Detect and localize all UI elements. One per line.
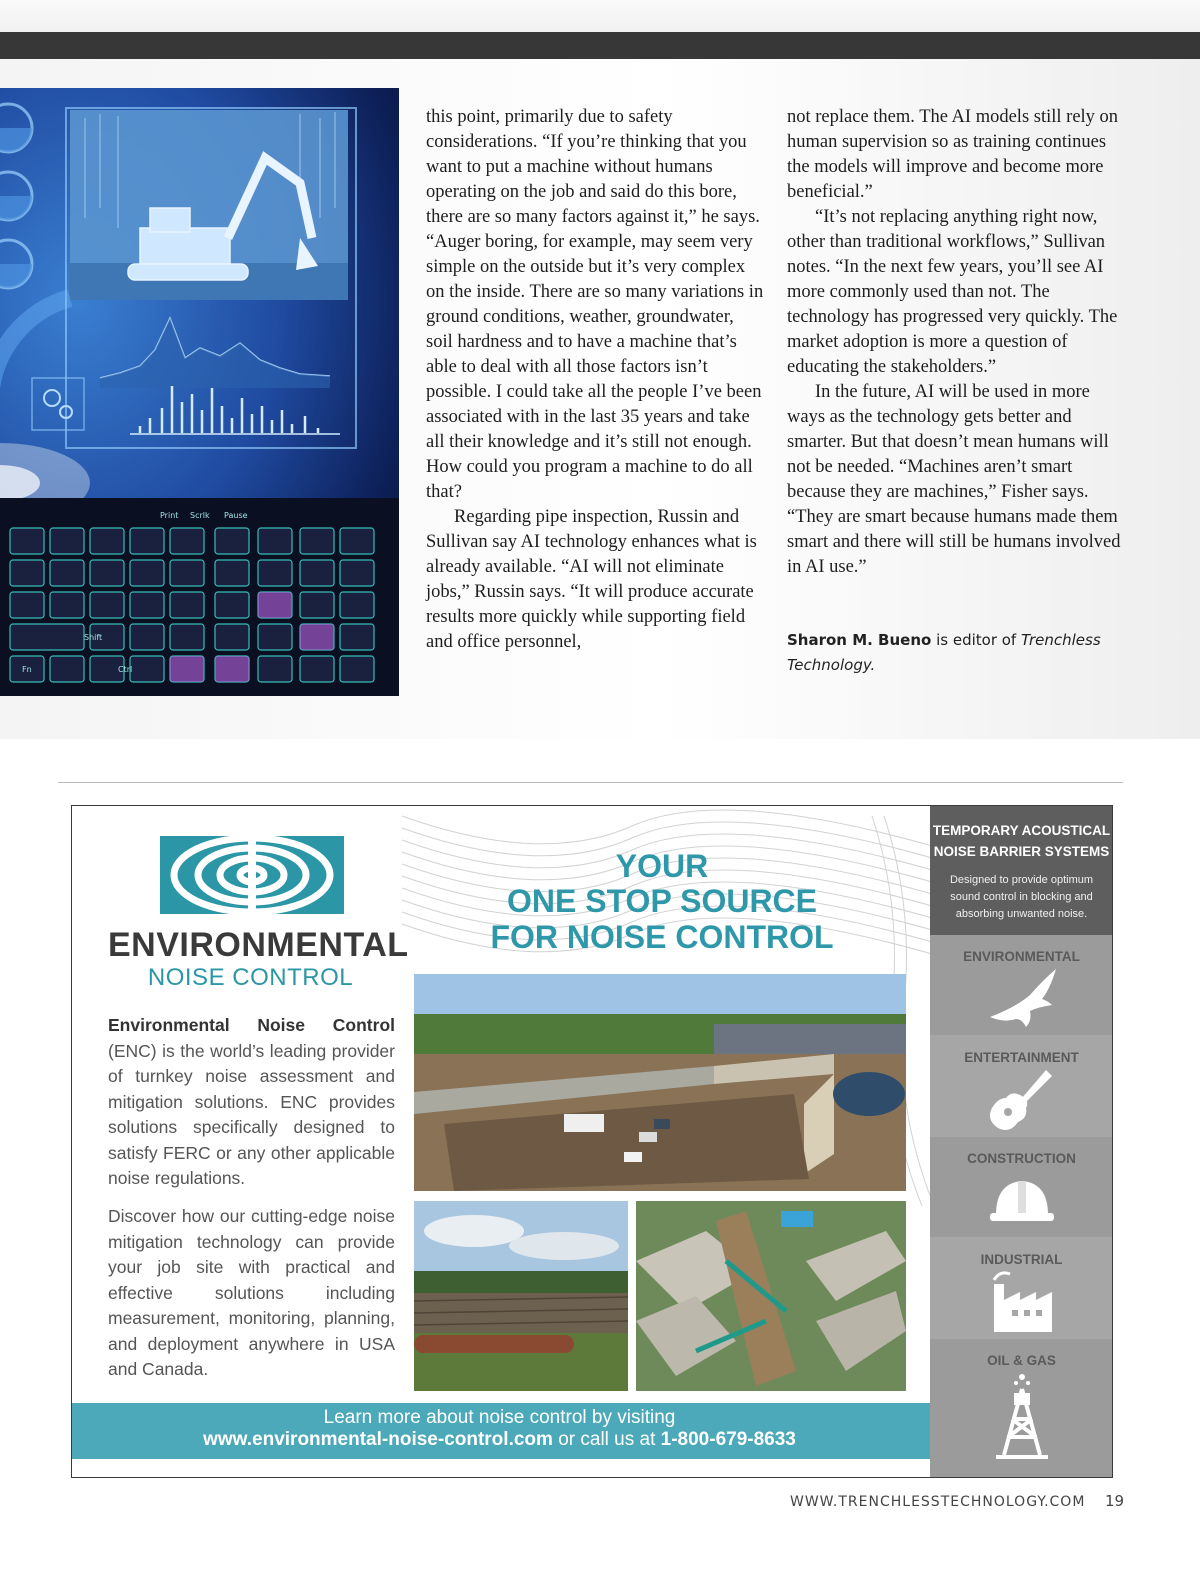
footer-website: WWW.TRENCHLESSTECHNOLOGY.COM [790, 1494, 1086, 1510]
key-label-scrlk: Scrlk [190, 511, 210, 520]
sector-label: ENTERTAINMENT [964, 1050, 1079, 1065]
cta-contact [72, 1429, 927, 1451]
ad-description-text: (ENC) is the world’s leading provider of turnkey noise assessment and mitigation solutions. ENC provides solutions specifically designed to satisfy FERC or any other applicable noise regulations. [108, 1040, 395, 1188]
sector-label: OIL & GAS [987, 1353, 1056, 1368]
article-column-left [426, 105, 764, 655]
ad-description-secondary: Discover how our cutting-edge noise mitigation technology can provide your job site with practical and effective solutions including measurement, monitoring, planning, and deployment anywhere in USA and Canada. [108, 1206, 395, 1379]
advertisement [71, 805, 1113, 1478]
article-paragraph: In the future, AI will be used in more ways as the technology gets better and smarter. But that doesn’t mean humans will not be needed. “Machines aren’t smart because they are machines,” Fisher says. “They are smart because humans made them smart and there will still be humans involved in AI use.” [787, 382, 1121, 577]
sector-label: INDUSTRIAL [980, 1252, 1063, 1267]
ad-company-name: Environmental Noise Control [108, 1015, 395, 1035]
sector-construction [930, 1137, 1113, 1237]
ad-headline-line: ONE STOP SOURCE [507, 883, 817, 919]
header-bar [0, 32, 1200, 59]
author-name: Sharon M. Bueno [787, 631, 932, 649]
sector-oil-gas [930, 1339, 1113, 1478]
pipe-fence-photo [414, 1201, 628, 1391]
ad-headline-line: YOUR [615, 848, 709, 884]
cta-text: Learn more about noise control by visiting [323, 1407, 676, 1428]
guitar-icon [986, 1068, 1058, 1132]
section-divider [58, 782, 1123, 783]
sidebar-header [930, 806, 1113, 935]
sector-label: ENVIRONMENTAL [963, 949, 1080, 964]
key-label-pause: Pause [224, 511, 248, 520]
hardhat-icon [986, 1169, 1058, 1233]
article-paragraph: Regarding pipe inspection, Russin and Sullivan say AI technology enhances what is already available. “AI will not eliminate jobs,” Russin says. “It will produce accurate results more quickly while supporting field and office personnel, [426, 507, 757, 652]
brand-subtitle: NOISE CONTROL [147, 964, 354, 991]
ad-description [108, 1013, 395, 1192]
key-label-fn: Fn [22, 665, 32, 674]
sector-label: CONSTRUCTION [967, 1151, 1076, 1166]
top-margin [0, 0, 1200, 32]
oil-derrick-icon [986, 1371, 1058, 1461]
sector-entertainment [930, 1036, 1113, 1136]
eagle-icon [986, 967, 1058, 1031]
sector-sidebar [930, 806, 1113, 1478]
article-column-right [787, 105, 1127, 580]
ad-headline-line: FOR NOISE CONTROL [490, 919, 834, 955]
barrier-site-photo [414, 974, 906, 1191]
article-paragraph: “It’s not replacing anything right now, other than traditional workflows,” Sullivan notes. “In the next few years, you’ll see AI more commonly used than not. The technology has progressed very quickly. The market adoption is more a question of educating the stakeholders.” [787, 207, 1118, 377]
hero-illustration [0, 88, 399, 696]
sector-environmental [930, 935, 1113, 1035]
page-number: 19 [1105, 1492, 1125, 1510]
sidebar-title: NOISE BARRIER SYSTEMS [933, 844, 1110, 859]
brand-name: ENVIRONMENTAL [108, 926, 409, 964]
sidebar-description: Designed to provide optimum sound control in blocking and absorbing unwanted noise. [949, 874, 1094, 920]
apartment-site-photo [636, 1201, 906, 1391]
hero-image [0, 88, 399, 696]
article-paragraph: not replace them. The AI models still rely on human supervision so as training continues the models will improve and become more beneficial.” [787, 107, 1119, 202]
publication-name: Trenchless Technology. [787, 631, 1101, 674]
sector-industrial [930, 1238, 1113, 1338]
key-label-print: Print [160, 511, 179, 520]
author-byline [787, 628, 1127, 678]
cta-phone[interactable]: 1-800-679-8633 [660, 1429, 796, 1450]
key-label-shift: Shift [84, 633, 103, 642]
cta-url-link[interactable]: www.environmental-noise-control.com [203, 1429, 553, 1450]
article-paragraph: this point, primarily due to safety considerations. “If you’re thinking that you want to put a machine without humans operating on the job and said do this bore, there are so many factors against it,” he says. “Auger boring, for example, may seem very simple on the outside but it’s very complex on the inside. There are so many variations in ground conditions, weather, groundwater, soil hardness and to have a machine that’s able to deal with all those factors isn’t possible. I could take all the people I’ve been associated with in the last 35 years and take all their knowledge and it’s still not enough. How could you program a machine to do all that? [426, 107, 764, 502]
key-label-ctrl: Ctrl [118, 665, 133, 674]
enc-logo-icon [160, 836, 344, 914]
sidebar-title: TEMPORARY ACOUSTICAL [932, 823, 1111, 838]
byline-text: is editor of [931, 631, 1021, 649]
factory-icon [986, 1270, 1058, 1334]
cta-contact-text: or call us at [552, 1429, 661, 1450]
